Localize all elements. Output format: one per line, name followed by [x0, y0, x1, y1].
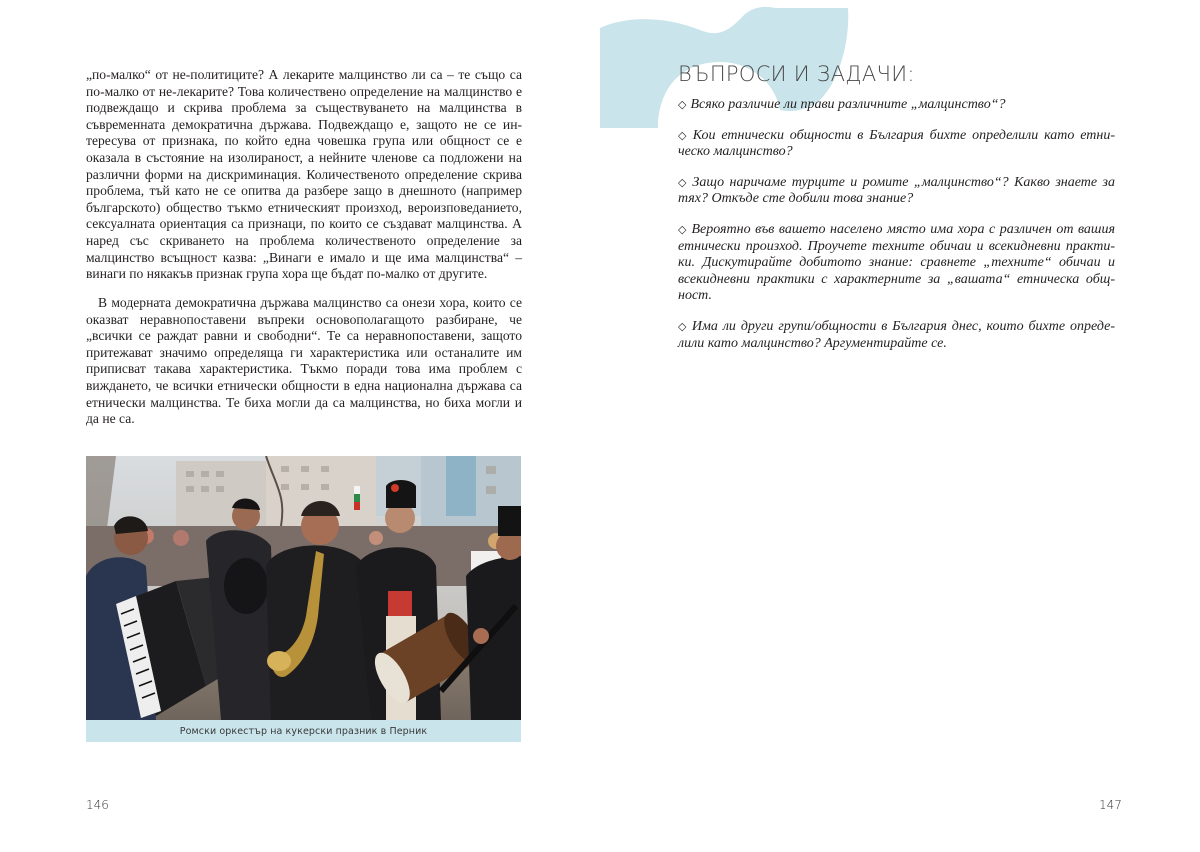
question-item [678, 128, 1115, 161]
photo-caption: Ромски оркестър на кукерски празник в Перник [179, 725, 428, 737]
roma-orchestra-photo [86, 456, 521, 720]
question-item [678, 175, 1115, 208]
paragraph-text: В модерната демократична държава малцинство са онези хора, които се оказват неравнопоставени въпреки основополагащото разбиране, че „всички се раждат равни и свободни“. Те са неравнопоставени, защото притежават значимо определяща ги характеристика или останалите им приписват такава характеристика. Тъкмо поради това има проблем с виждането, че всички етнически общности в една национална държава са етнически малцинства. Те биха могли да са малцинства, но биха могли и да не са. [86, 295, 522, 427]
diamond-bullet-icon: ◇ [678, 98, 687, 111]
photo-illustration [86, 456, 521, 720]
diamond-bullet-icon: ◇ [678, 175, 689, 189]
page-number-left: 146 [86, 798, 109, 812]
question-item [678, 97, 1115, 114]
question-text: Вероятно във вашето населено място има хора с различен от вашия етнически произход. Проучете техните обичаи и всекидневни практики. Дискутирайте добитото знание: сравнете „техните“ обичаи и всекидневни практики с характерните за „вашата“ етническа общност. [678, 221, 1115, 304]
question-text: Защо наричаме турците и ромите „малцинство“? Какво знаете за тях? Откъде сте добили това знание? [678, 174, 1115, 207]
body-paragraph-2 [86, 295, 522, 428]
section-title: ВЪПРОСИ И ЗАДАЧИ: [678, 62, 915, 86]
question-item [678, 222, 1115, 305]
right-page [600, 0, 1200, 852]
question-text: Има ли други групи/общности в България днес, които бихте определили като малцинство? Аргументирайте се. [678, 318, 1115, 351]
body-paragraph-1 [86, 67, 522, 283]
diamond-bullet-icon: ◇ [678, 222, 688, 236]
paragraph-text: „по-малко“ от не-политиците? А лекарите малцинство ли са – те също са по-малко от не-лекарите? Това количествено определение на малцинство е подвеждащо и скрива проблема за съществуването на малцинства в съвременната демократична държава. Подвеждащо е, защото не се интересува от признака, по който една човешка група или общност се е оказала в състояние на изолираност, а нейните членове са подложени на различни форми на дискриминация. Количественото определение скрива проблема, тъй като не се опитва да разбере защо в днешното (например българското) общество тъкмо етническият произход, вероизповеданието, сексуалната ориентация са признаци, по които се създават малцинства. А наред със скриването на проблема количественото определение за малцинство всъщност казва: „Винаги е имало и ще има малцинства“ – винаги по някакъв признак група хора ще бъдат по-малко от другите. [86, 67, 522, 282]
photo-caption-bar [86, 720, 521, 742]
questions-list [678, 97, 1115, 366]
question-text: Кои етнически общности в България бихте определили като етническо малцинство? [678, 127, 1115, 160]
question-text: Всяко различие ли прави различните „малцинство“? [690, 97, 1006, 112]
diamond-bullet-icon: ◇ [678, 128, 689, 142]
page-number-right: 147 [1099, 798, 1122, 812]
question-item [678, 319, 1115, 352]
diamond-bullet-icon: ◇ [678, 319, 688, 333]
